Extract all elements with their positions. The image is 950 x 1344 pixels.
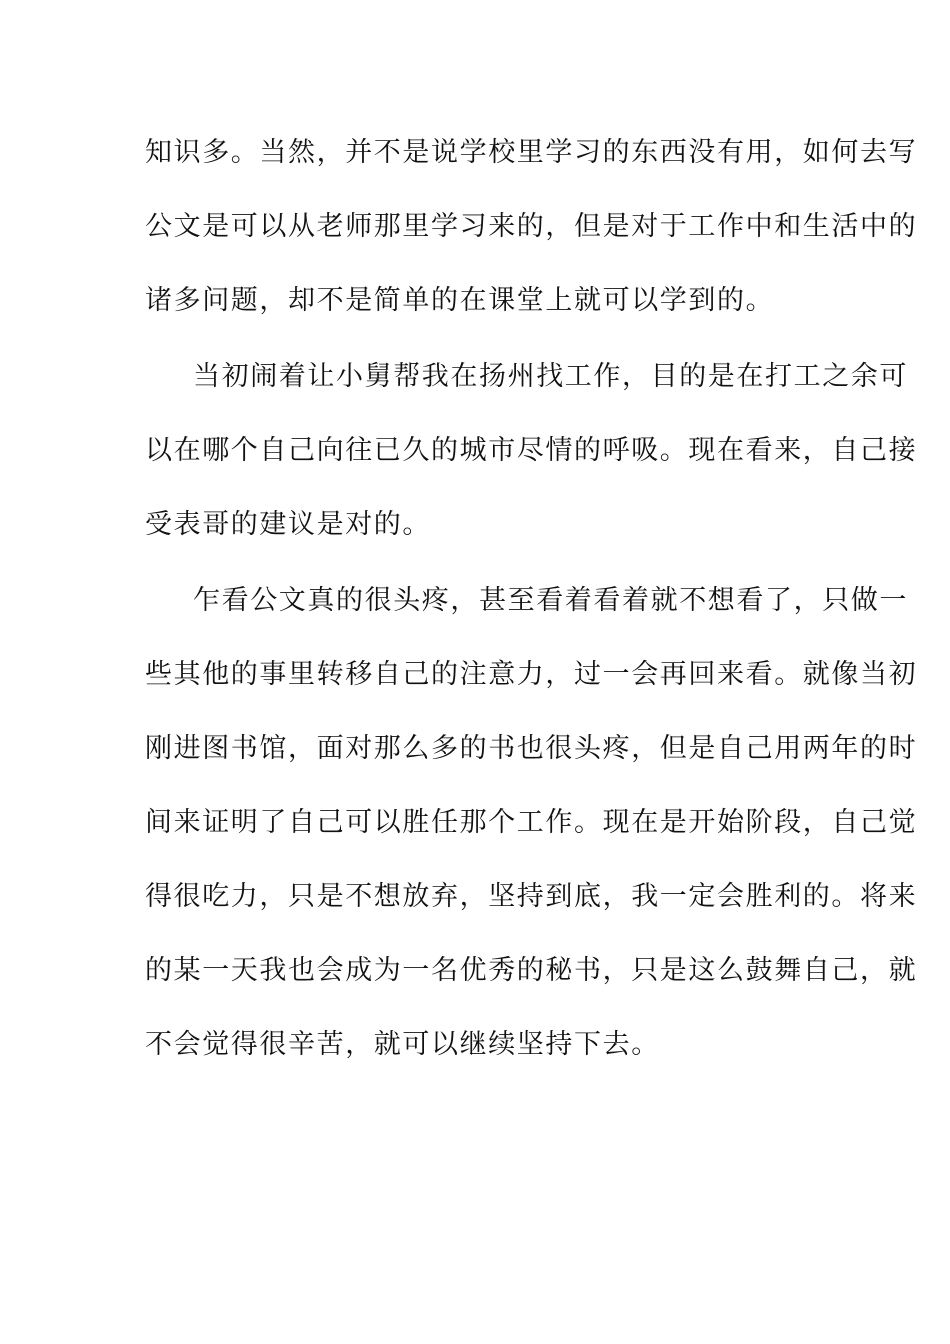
paragraph-line: 公文是可以从老师那里学习来的，但是对于工作中和生活中的 bbox=[145, 211, 918, 242]
paragraph-line: 知识多。当然，并不是说学校里学习的东西没有用，如何去写 bbox=[145, 137, 918, 168]
paragraph-line: 刚进图书馆，面对那么多的书也很头疼，但是自己用两年的时 bbox=[145, 733, 918, 764]
paragraph-line: 的某一天我也会成为一名优秀的秘书，只是这么鼓舞自己，就 bbox=[145, 955, 918, 986]
paragraph-line: 以在哪个自己向往已久的城市尽情的呼吸。现在看来，自己接 bbox=[145, 435, 918, 466]
paragraph-line: 诸多问题，却不是简单的在课堂上就可以学到的。 bbox=[145, 285, 775, 316]
paragraph-line: 当初闹着让小舅帮我在扬州找工作，目的是在打工之余可 bbox=[193, 361, 908, 392]
paragraph-line: 受表哥的建议是对的。 bbox=[145, 509, 431, 540]
paragraph-line: 间来证明了自己可以胜任那个工作。现在是开始阶段，自己觉 bbox=[145, 807, 918, 838]
paragraph-line: 得很吃力，只是不想放弃，坚持到底，我一定会胜利的。将来 bbox=[145, 881, 918, 912]
paragraph-line: 乍看公文真的很头疼，甚至看着看着就不想看了，只做一 bbox=[193, 585, 908, 616]
paragraph-line: 不会觉得很辛苦，就可以继续坚持下去。 bbox=[145, 1029, 660, 1060]
paragraph-line: 些其他的事里转移自己的注意力，过一会再回来看。就像当初 bbox=[145, 659, 918, 690]
